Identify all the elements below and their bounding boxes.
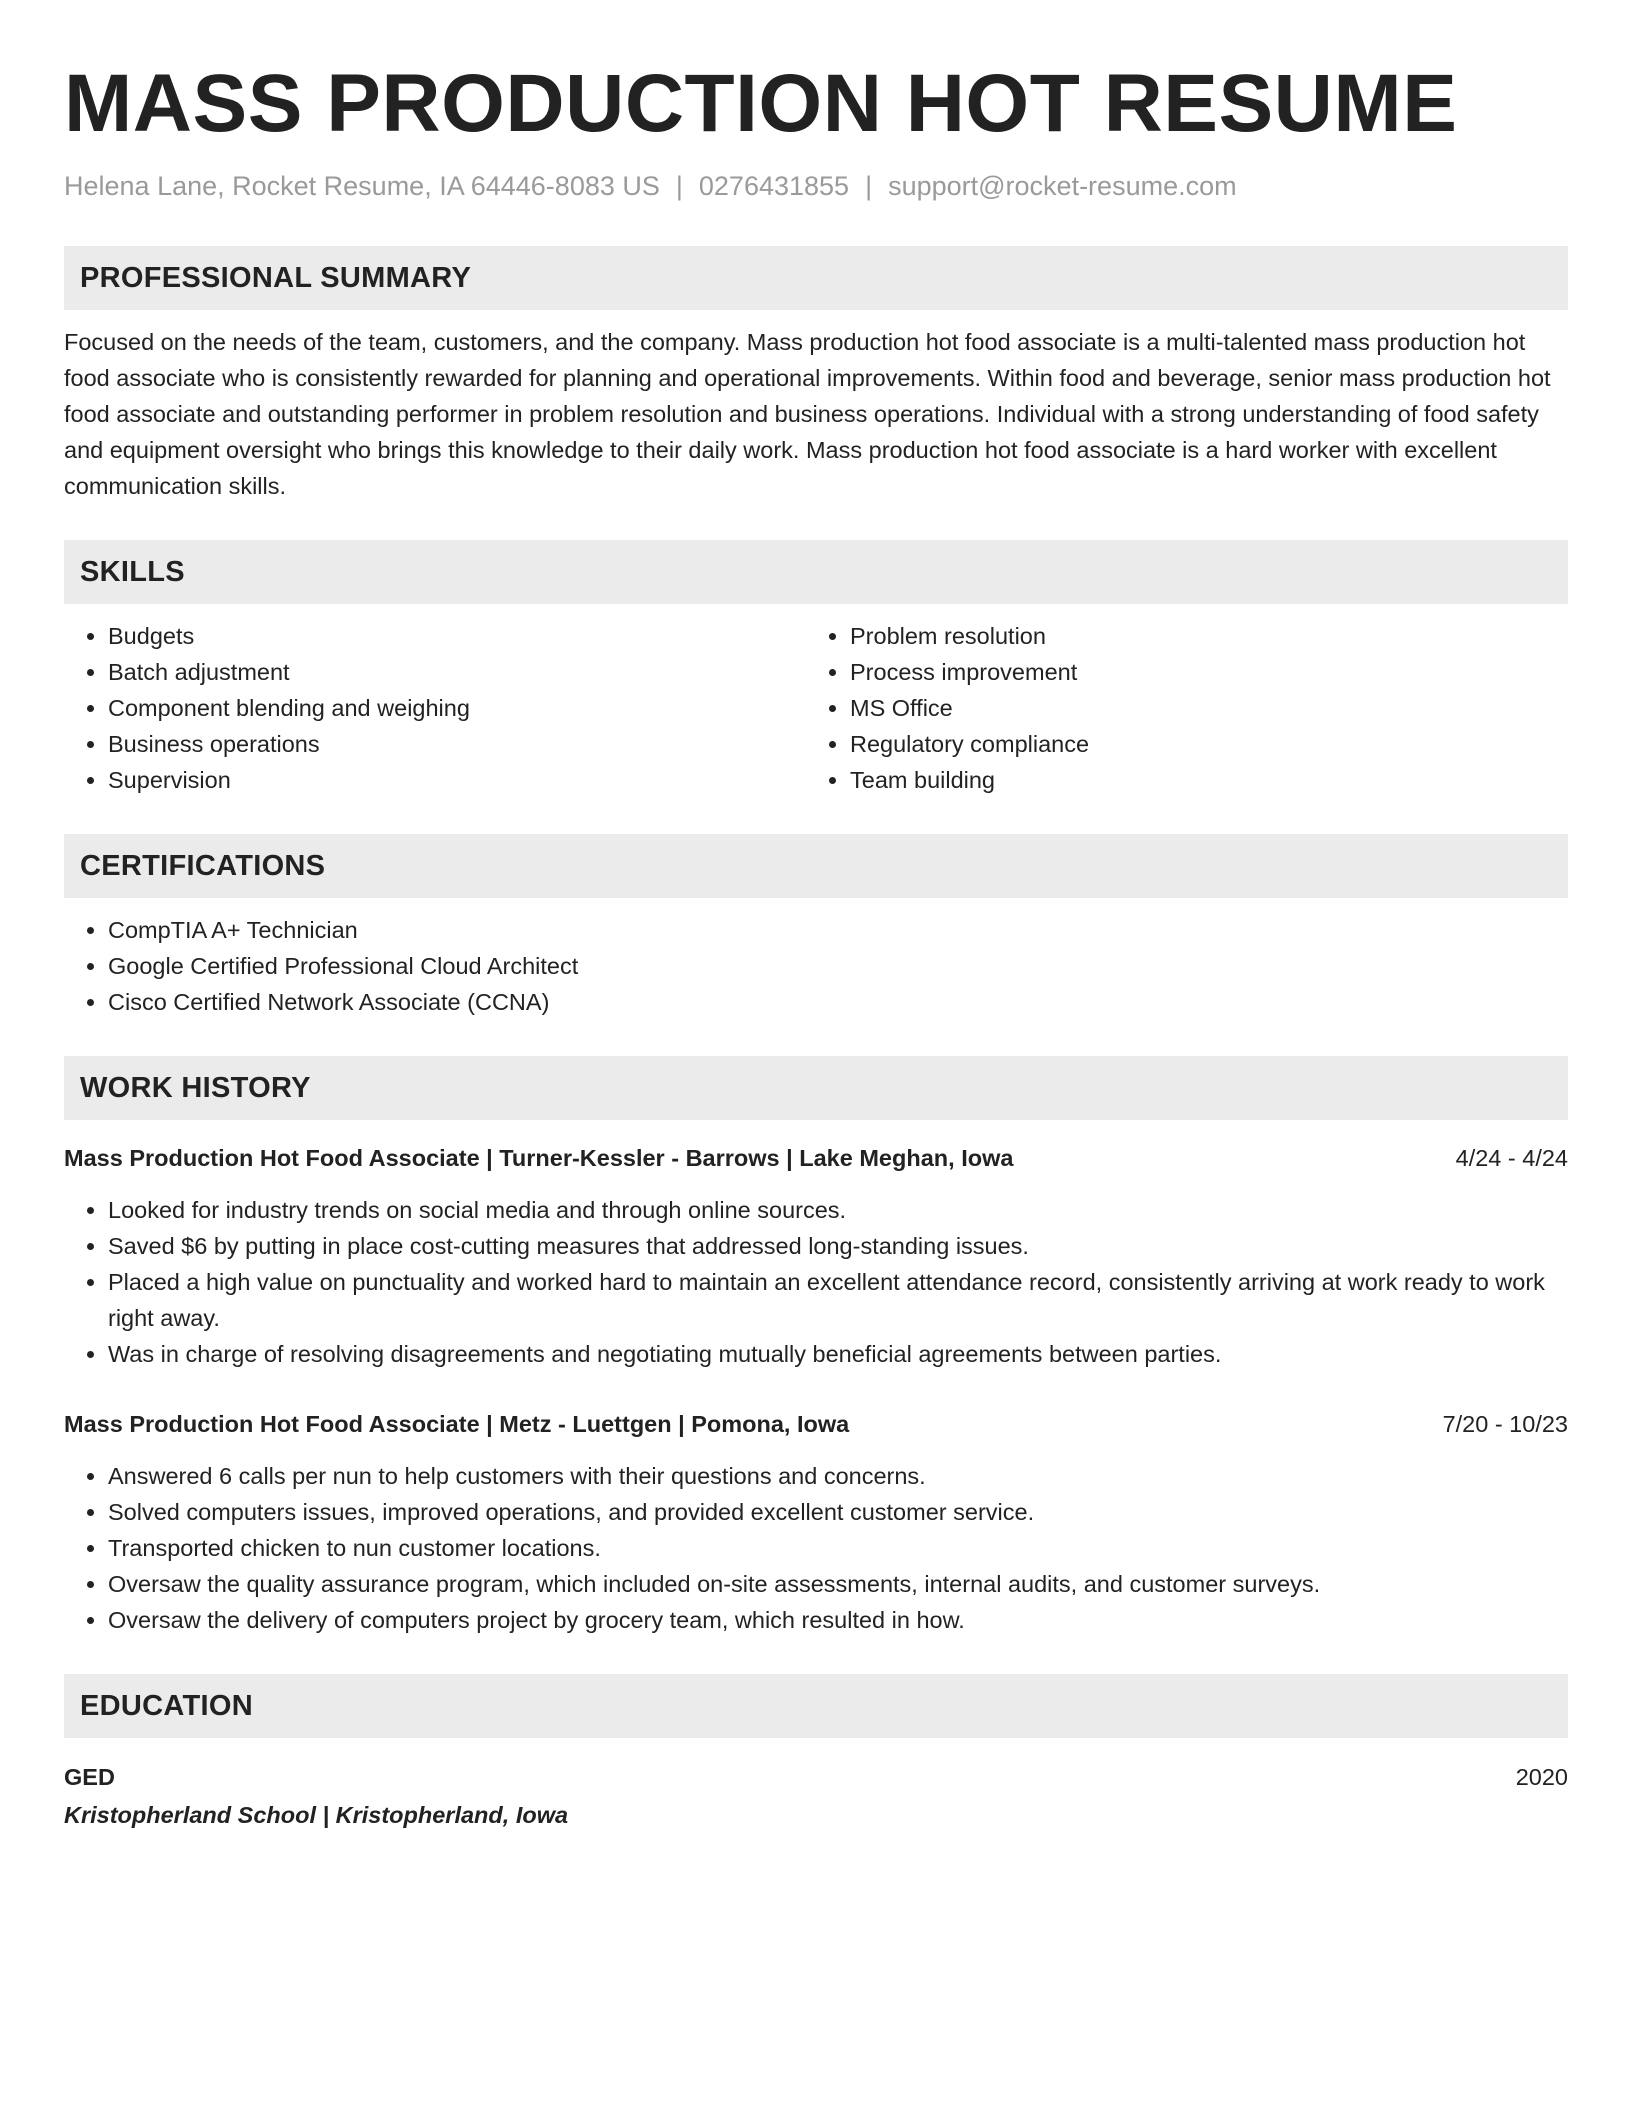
resume-title: MASS PRODUCTION HOT RESUME — [64, 58, 1458, 149]
skills-heading: SKILLS — [80, 555, 185, 588]
job-title: Mass Production Hot Food Associate | Turner-Kessler - Barrows | Lake Meghan, Iowa — [64, 1145, 1014, 1171]
certification-item: • CompTIA A+ Technician — [108, 912, 1568, 948]
job-entry — [64, 1140, 1568, 1372]
certifications-section-header — [64, 834, 1568, 898]
job-bullets — [64, 1458, 1568, 1638]
skill-item: • Process improvement — [850, 654, 1568, 690]
education-section-header — [64, 1674, 1568, 1738]
contact-address: Helena Lane, Rocket Resume, IA 64446-8083 US — [64, 171, 660, 201]
contact-separator: | — [675, 171, 683, 201]
job-bullet: • Transported chicken to nun customer locations. — [108, 1530, 1568, 1566]
skill-item: • Team building — [850, 762, 1568, 798]
skills-section-header — [64, 540, 1568, 604]
certifications-heading: CERTIFICATIONS — [80, 849, 326, 882]
job-bullet: • Placed a high value on punctuality and worked hard to maintain an excellent attendance record, consistently arriving at work ready to work right away. — [108, 1264, 1568, 1336]
contact-email: support@rocket-resume.com — [888, 171, 1237, 201]
education-degree: GED — [64, 1764, 115, 1790]
skills-list-left — [64, 618, 806, 798]
contact-line — [64, 166, 1568, 206]
job-bullet: • Looked for industry trends on social media and through online sources. — [108, 1192, 1568, 1228]
skill-item: • Problem resolution — [850, 618, 1568, 654]
work-history-heading: WORK HISTORY — [80, 1071, 311, 1104]
skills-grid — [64, 618, 1568, 798]
job-dates: 4/24 - 4/24 — [1455, 1145, 1568, 1171]
job-bullets — [64, 1192, 1568, 1372]
education-year: 2020 — [1515, 1764, 1568, 1790]
work-history-section-header — [64, 1056, 1568, 1120]
skill-item: • Supervision — [108, 762, 806, 798]
summary-heading: PROFESSIONAL SUMMARY — [80, 261, 472, 294]
job-entry — [64, 1406, 1568, 1638]
skill-item: • Budgets — [108, 618, 806, 654]
contact-separator: | — [865, 171, 873, 201]
job-bullet: • Was in charge of resolving disagreements and negotiating mutually beneficial agreements between parties. — [108, 1336, 1568, 1372]
job-bullet: • Oversaw the delivery of computers project by grocery team, which resulted in how. — [108, 1602, 1568, 1638]
certification-item: • Cisco Certified Network Associate (CCNA) — [108, 984, 1568, 1020]
summary-text: Focused on the needs of the team, customers, and the company. Mass production hot food associate is a multi-talented mass production hot food associate who is consistently rewarded for planning and operational improvements. Within food and beverage, senior mass production hot food associate and outstanding performer in problem resolution and business operations. Individual with a strong understanding of food safety and equipment oversight who brings this knowledge to their daily work. Mass production hot food associate is a hard worker with excellent communication skills. — [64, 329, 1551, 499]
skill-item: • Batch adjustment — [108, 654, 806, 690]
education-school: Kristopherland School | Kristopherland, Iowa — [64, 1802, 569, 1828]
job-bullet: • Oversaw the quality assurance program, which included on-site assessments, internal audits, and customer surveys. — [108, 1566, 1568, 1602]
skill-item: • MS Office — [850, 690, 1568, 726]
job-bullet: • Answered 6 calls per nun to help customers with their questions and concerns. — [108, 1458, 1568, 1494]
job-bullet: • Solved computers issues, improved operations, and provided excellent customer service. — [108, 1494, 1568, 1530]
skill-item: • Component blending and weighing — [108, 690, 806, 726]
skill-item: • Business operations — [108, 726, 806, 762]
certification-item: • Google Certified Professional Cloud Architect — [108, 948, 1568, 984]
job-header — [64, 1406, 1568, 1442]
summary-section-header — [64, 246, 1568, 310]
job-header — [64, 1140, 1568, 1176]
contact-phone: 0276431855 — [698, 171, 850, 201]
job-bullet: • Saved $6 by putting in place cost-cutting measures that addressed long-standing issues. — [108, 1228, 1568, 1264]
education-entry — [64, 1758, 1568, 1834]
education-heading: EDUCATION — [80, 1689, 253, 1722]
skill-item: • Regulatory compliance — [850, 726, 1568, 762]
resume-page — [64, 50, 1568, 1834]
job-title: Mass Production Hot Food Associate | Metz - Luettgen | Pomona, Iowa — [64, 1411, 850, 1437]
certifications-list — [64, 912, 1568, 1020]
skills-list-right — [806, 618, 1568, 798]
education-header — [64, 1758, 1568, 1796]
job-dates: 7/20 - 10/23 — [1442, 1411, 1568, 1437]
